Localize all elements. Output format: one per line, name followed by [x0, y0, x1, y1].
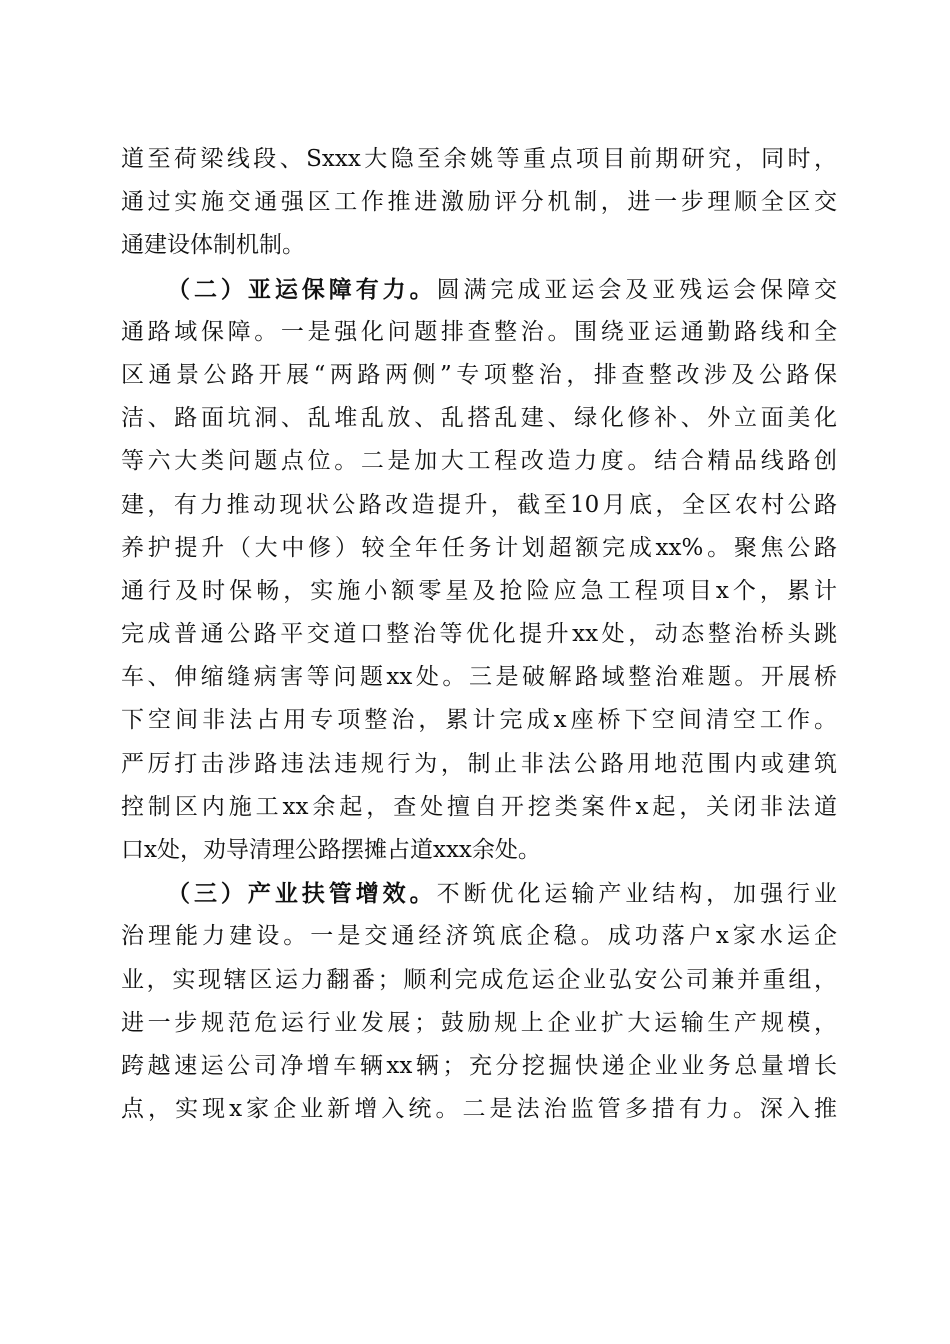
body-line: 下空间非法占用专项整治，累计完成x座桥下空间清空工作。	[121, 707, 837, 734]
body-line: 点，实现x家企业新增入统。二是法治监管多措有力。深入推	[121, 1096, 837, 1123]
body-line: 通建设体制机制。	[121, 232, 305, 259]
body-text: 圆满完成亚运会及亚残运会保障交	[436, 276, 838, 303]
body-line: 等六大类问题点位。二是加大工程改造力度。结合精品线路创	[121, 448, 837, 475]
body-line: 区通景公路开展“两路两侧”专项整治，排查整改涉及公路保	[121, 361, 837, 388]
section-heading: （三）产业扶管增效。	[167, 880, 437, 908]
body-line: 道至荷梁线段、Sxxx大隐至余姚等重点项目前期研究，同时，	[121, 146, 837, 172]
body-line: 治理能力建设。一是交通经济筑底企稳。成功落户x家水运企	[121, 923, 837, 950]
body-line: 严厉打击涉路违法违规行为，制止非法公路用地范围内或建筑	[121, 750, 837, 777]
paragraph-first-line	[121, 268, 837, 311]
body-line: 建，有力推动现状公路改造提升，截至10月底，全区农村公路	[121, 491, 837, 518]
body-line: 洁、路面坑洞、乱堆乱放、乱搭乱建、绿化修补、外立面美化	[121, 405, 837, 432]
body-text: 不断优化运输产业结构，加强行业	[436, 881, 838, 908]
body-line: 通路域保障。一是强化问题排查整治。围绕亚运通勤路线和全	[121, 318, 837, 345]
body-line: 通过实施交通强区工作推进激励评分机制，进一步理顺全区交	[121, 189, 837, 216]
body-line: 口x处，劝导清理公路摆摊占道xxx余处。	[121, 837, 541, 863]
body-line: 跨越速运公司净增车辆xx辆；充分挖掘快递企业业务总量增长	[121, 1052, 837, 1079]
body-line: 控制区内施工xx余起，查处擅自开挖类案件x起，关闭非法道	[121, 793, 837, 820]
paragraph-first-line	[121, 872, 837, 915]
body-line: 完成普通公路平交道口整治等优化提升xx处，动态整治桥头跳	[121, 621, 837, 648]
body-line: 进一步规范危运行业发展；鼓励规上企业扩大运输生产规模，	[121, 1009, 837, 1036]
body-line: 车、伸缩缝病害等问题xx处。三是破解路域整治难题。开展桥	[121, 664, 837, 691]
body-line: 养护提升（大中修）较全年任务计划超额完成xx%。聚焦公路	[121, 534, 837, 561]
document-body	[121, 138, 837, 1131]
body-line: 通行及时保畅，实施小额零星及抢险应急工程项目x个，累计	[121, 577, 837, 604]
body-line: 业，实现辖区运力翻番；顺利完成危运企业弘安公司兼并重组，	[121, 966, 837, 993]
section-heading: （二）亚运保障有力。	[167, 275, 437, 303]
